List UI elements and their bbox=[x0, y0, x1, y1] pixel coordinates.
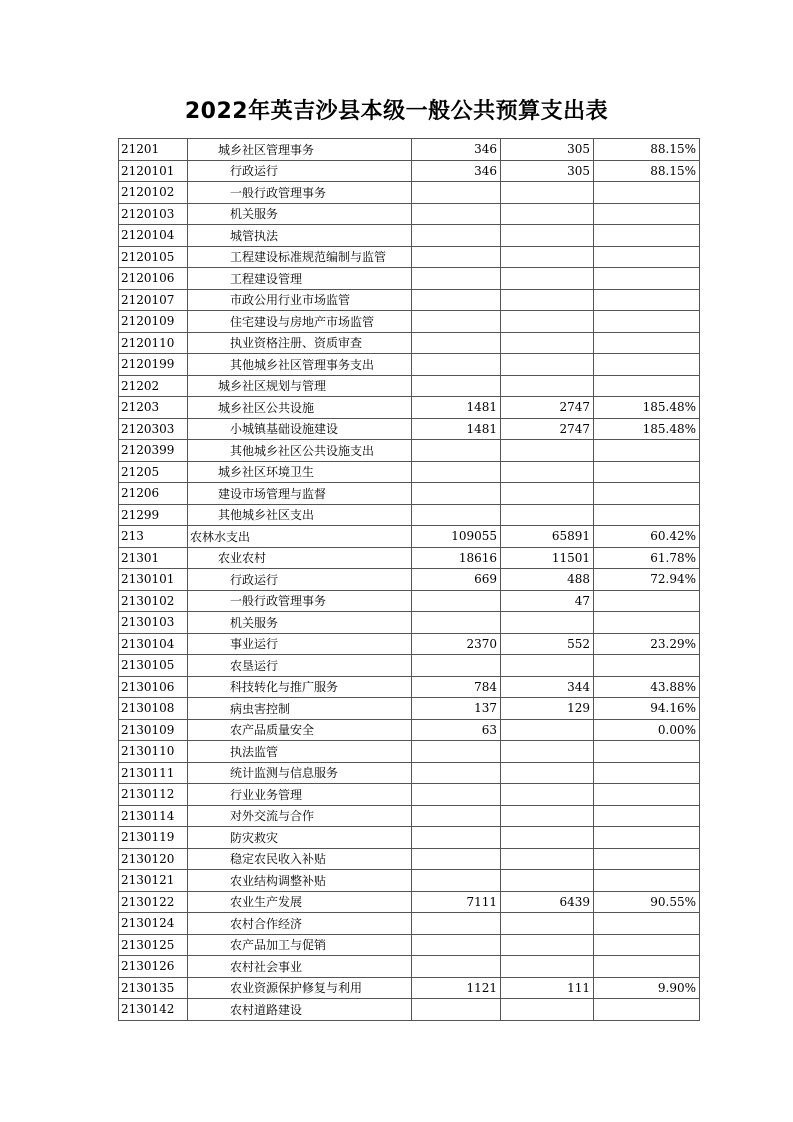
ratio-cell bbox=[594, 461, 700, 483]
subject-code-cell: 2120107 bbox=[119, 289, 188, 311]
subject-name-cell: 建设市场管理与监督 bbox=[188, 483, 412, 505]
subject-code-cell: 2130108 bbox=[119, 698, 188, 720]
ratio-cell bbox=[594, 483, 700, 505]
subject-name-cell: 统计监测与信息服务 bbox=[188, 762, 412, 784]
ratio-cell bbox=[594, 311, 700, 333]
actual-value-cell bbox=[501, 332, 594, 354]
table-row bbox=[119, 225, 700, 247]
actual-value-cell: 344 bbox=[501, 676, 594, 698]
ratio-cell bbox=[594, 225, 700, 247]
actual-value-cell bbox=[501, 289, 594, 311]
subject-code-cell: 2120110 bbox=[119, 332, 188, 354]
table-row bbox=[119, 268, 700, 290]
subject-code-cell: 21202 bbox=[119, 375, 188, 397]
actual-value-cell: 2747 bbox=[501, 397, 594, 419]
subject-name-cell: 行政运行 bbox=[188, 160, 412, 182]
subject-name-cell: 农村合作经济 bbox=[188, 913, 412, 935]
actual-value-cell: 65891 bbox=[501, 526, 594, 548]
subject-name-cell: 城管执法 bbox=[188, 225, 412, 247]
table-row bbox=[119, 848, 700, 870]
actual-value-cell bbox=[501, 848, 594, 870]
ratio-cell bbox=[594, 784, 700, 806]
actual-value-cell bbox=[501, 827, 594, 849]
table-row bbox=[119, 418, 700, 440]
subject-code-cell: 21299 bbox=[119, 504, 188, 526]
budget-value-cell: 346 bbox=[412, 139, 501, 161]
actual-value-cell bbox=[501, 246, 594, 268]
actual-value-cell bbox=[501, 999, 594, 1021]
subject-code-cell: 2130111 bbox=[119, 762, 188, 784]
table-row bbox=[119, 354, 700, 376]
subject-name-cell: 农业农村 bbox=[188, 547, 412, 569]
actual-value-cell bbox=[501, 461, 594, 483]
table-row bbox=[119, 504, 700, 526]
subject-name-cell: 农业结构调整补贴 bbox=[188, 870, 412, 892]
table-row bbox=[119, 870, 700, 892]
budget-value-cell bbox=[412, 827, 501, 849]
budget-value-cell bbox=[412, 870, 501, 892]
subject-code-cell: 213 bbox=[119, 526, 188, 548]
table-row bbox=[119, 590, 700, 612]
subject-name-cell: 工程建设标准规范编制与监管 bbox=[188, 246, 412, 268]
table-row bbox=[119, 461, 700, 483]
budget-value-cell bbox=[412, 311, 501, 333]
ratio-cell: 0.00% bbox=[594, 719, 700, 741]
table-row bbox=[119, 483, 700, 505]
ratio-cell bbox=[594, 999, 700, 1021]
table-row bbox=[119, 655, 700, 677]
actual-value-cell: 552 bbox=[501, 633, 594, 655]
subject-name-cell: 工程建设管理 bbox=[188, 268, 412, 290]
subject-code-cell: 2120101 bbox=[119, 160, 188, 182]
budget-value-cell bbox=[412, 956, 501, 978]
actual-value-cell bbox=[501, 354, 594, 376]
table-row bbox=[119, 289, 700, 311]
subject-code-cell: 21201 bbox=[119, 139, 188, 161]
subject-name-cell: 城乡社区规划与管理 bbox=[188, 375, 412, 397]
budget-value-cell bbox=[412, 375, 501, 397]
budget-value-cell bbox=[412, 999, 501, 1021]
subject-name-cell: 行业业务管理 bbox=[188, 784, 412, 806]
actual-value-cell bbox=[501, 203, 594, 225]
subject-name-cell: 城乡社区管理事务 bbox=[188, 139, 412, 161]
subject-name-cell: 小城镇基础设施建设 bbox=[188, 418, 412, 440]
subject-code-cell: 2130110 bbox=[119, 741, 188, 763]
subject-code-cell: 2130122 bbox=[119, 891, 188, 913]
table-row bbox=[119, 569, 700, 591]
budget-value-cell bbox=[412, 203, 501, 225]
budget-value-cell: 63 bbox=[412, 719, 501, 741]
subject-name-cell: 其他城乡社区公共设施支出 bbox=[188, 440, 412, 462]
subject-code-cell: 21206 bbox=[119, 483, 188, 505]
budget-value-cell bbox=[412, 612, 501, 634]
budget-value-cell: 2370 bbox=[412, 633, 501, 655]
ratio-cell: 9.90% bbox=[594, 977, 700, 999]
subject-name-cell: 农产品质量安全 bbox=[188, 719, 412, 741]
budget-value-cell: 346 bbox=[412, 160, 501, 182]
actual-value-cell bbox=[501, 784, 594, 806]
ratio-cell: 43.88% bbox=[594, 676, 700, 698]
ratio-cell bbox=[594, 504, 700, 526]
subject-name-cell: 对外交流与合作 bbox=[188, 805, 412, 827]
ratio-cell: 185.48% bbox=[594, 397, 700, 419]
budget-value-cell bbox=[412, 289, 501, 311]
ratio-cell: 94.16% bbox=[594, 698, 700, 720]
table-row bbox=[119, 440, 700, 462]
table-row bbox=[119, 676, 700, 698]
actual-value-cell: 111 bbox=[501, 977, 594, 999]
subject-code-cell: 2120102 bbox=[119, 182, 188, 204]
table-row bbox=[119, 375, 700, 397]
table-row bbox=[119, 203, 700, 225]
ratio-cell bbox=[594, 203, 700, 225]
subject-name-cell: 科技转化与推广服务 bbox=[188, 676, 412, 698]
ratio-cell bbox=[594, 354, 700, 376]
budget-value-cell: 1481 bbox=[412, 397, 501, 419]
actual-value-cell: 11501 bbox=[501, 547, 594, 569]
table-row bbox=[119, 547, 700, 569]
table-row bbox=[119, 719, 700, 741]
actual-value-cell bbox=[501, 870, 594, 892]
actual-value-cell bbox=[501, 504, 594, 526]
actual-value-cell bbox=[501, 483, 594, 505]
budget-value-cell: 7111 bbox=[412, 891, 501, 913]
table-row bbox=[119, 139, 700, 161]
table-row bbox=[119, 934, 700, 956]
budget-value-cell: 109055 bbox=[412, 526, 501, 548]
budget-value-cell bbox=[412, 461, 501, 483]
ratio-cell bbox=[594, 612, 700, 634]
subject-code-cell: 2130126 bbox=[119, 956, 188, 978]
subject-code-cell: 2130101 bbox=[119, 569, 188, 591]
budget-value-cell bbox=[412, 332, 501, 354]
subject-code-cell: 21203 bbox=[119, 397, 188, 419]
table-row bbox=[119, 182, 700, 204]
budget-value-cell bbox=[412, 268, 501, 290]
budget-value-cell bbox=[412, 182, 501, 204]
table-row bbox=[119, 741, 700, 763]
table-row bbox=[119, 977, 700, 999]
subject-name-cell: 农业生产发展 bbox=[188, 891, 412, 913]
actual-value-cell bbox=[501, 612, 594, 634]
ratio-cell: 185.48% bbox=[594, 418, 700, 440]
table-row bbox=[119, 526, 700, 548]
ratio-cell: 60.42% bbox=[594, 526, 700, 548]
budget-value-cell: 1481 bbox=[412, 418, 501, 440]
table-row bbox=[119, 311, 700, 333]
actual-value-cell bbox=[501, 719, 594, 741]
budget-value-cell: 669 bbox=[412, 569, 501, 591]
ratio-cell: 72.94% bbox=[594, 569, 700, 591]
budget-value-cell bbox=[412, 483, 501, 505]
actual-value-cell: 129 bbox=[501, 698, 594, 720]
ratio-cell bbox=[594, 246, 700, 268]
actual-value-cell: 6439 bbox=[501, 891, 594, 913]
subject-code-cell: 2120199 bbox=[119, 354, 188, 376]
subject-code-cell: 2130109 bbox=[119, 719, 188, 741]
subject-name-cell: 市政公用行业市场监管 bbox=[188, 289, 412, 311]
table-row bbox=[119, 612, 700, 634]
ratio-cell: 88.15% bbox=[594, 139, 700, 161]
budget-value-cell bbox=[412, 246, 501, 268]
ratio-cell bbox=[594, 289, 700, 311]
ratio-cell: 23.29% bbox=[594, 633, 700, 655]
ratio-cell: 88.15% bbox=[594, 160, 700, 182]
subject-name-cell: 一般行政管理事务 bbox=[188, 590, 412, 612]
ratio-cell bbox=[594, 870, 700, 892]
budget-value-cell bbox=[412, 504, 501, 526]
actual-value-cell bbox=[501, 655, 594, 677]
ratio-cell bbox=[594, 762, 700, 784]
subject-code-cell: 2130106 bbox=[119, 676, 188, 698]
actual-value-cell bbox=[501, 805, 594, 827]
subject-name-cell: 其他城乡社区管理事务支出 bbox=[188, 354, 412, 376]
subject-code-cell: 2130102 bbox=[119, 590, 188, 612]
table-row bbox=[119, 246, 700, 268]
ratio-cell bbox=[594, 913, 700, 935]
subject-code-cell: 21205 bbox=[119, 461, 188, 483]
subject-code-cell: 2130121 bbox=[119, 870, 188, 892]
subject-code-cell: 21301 bbox=[119, 547, 188, 569]
subject-name-cell: 农产品加工与促销 bbox=[188, 934, 412, 956]
subject-name-cell: 防灾救灾 bbox=[188, 827, 412, 849]
page-title: 2022年英吉沙县本级一般公共预算支出表 bbox=[184, 99, 609, 124]
subject-code-cell: 2120103 bbox=[119, 203, 188, 225]
actual-value-cell bbox=[501, 311, 594, 333]
subject-code-cell: 2130119 bbox=[119, 827, 188, 849]
budget-value-cell bbox=[412, 655, 501, 677]
subject-code-cell: 2120106 bbox=[119, 268, 188, 290]
subject-code-cell: 2130112 bbox=[119, 784, 188, 806]
table-row bbox=[119, 827, 700, 849]
table-row bbox=[119, 913, 700, 935]
subject-code-cell: 2130125 bbox=[119, 934, 188, 956]
subject-name-cell: 城乡社区环境卫生 bbox=[188, 461, 412, 483]
actual-value-cell bbox=[501, 934, 594, 956]
table-row bbox=[119, 762, 700, 784]
subject-name-cell: 农林水支出 bbox=[188, 526, 412, 548]
ratio-cell bbox=[594, 440, 700, 462]
subject-name-cell: 稳定农民收入补贴 bbox=[188, 848, 412, 870]
budget-value-cell bbox=[412, 590, 501, 612]
subject-name-cell: 农村社会事业 bbox=[188, 956, 412, 978]
actual-value-cell bbox=[501, 225, 594, 247]
subject-code-cell: 2120399 bbox=[119, 440, 188, 462]
ratio-cell: 61.78% bbox=[594, 547, 700, 569]
actual-value-cell bbox=[501, 375, 594, 397]
actual-value-cell: 305 bbox=[501, 160, 594, 182]
ratio-cell bbox=[594, 805, 700, 827]
subject-code-cell: 2130124 bbox=[119, 913, 188, 935]
actual-value-cell: 305 bbox=[501, 139, 594, 161]
subject-code-cell: 2120105 bbox=[119, 246, 188, 268]
subject-name-cell: 机关服务 bbox=[188, 612, 412, 634]
subject-code-cell: 2130105 bbox=[119, 655, 188, 677]
budget-value-cell bbox=[412, 741, 501, 763]
actual-value-cell bbox=[501, 268, 594, 290]
budget-value-cell bbox=[412, 440, 501, 462]
ratio-cell bbox=[594, 332, 700, 354]
budget-value-cell: 137 bbox=[412, 698, 501, 720]
ratio-cell bbox=[594, 848, 700, 870]
budget-table bbox=[118, 138, 700, 1021]
actual-value-cell bbox=[501, 762, 594, 784]
subject-name-cell: 住宅建设与房地产市场监管 bbox=[188, 311, 412, 333]
ratio-cell bbox=[594, 956, 700, 978]
budget-value-cell: 784 bbox=[412, 676, 501, 698]
budget-value-cell bbox=[412, 354, 501, 376]
table-row bbox=[119, 397, 700, 419]
subject-name-cell: 其他城乡社区支出 bbox=[188, 504, 412, 526]
table-row bbox=[119, 956, 700, 978]
budget-value-cell: 18616 bbox=[412, 547, 501, 569]
ratio-cell bbox=[594, 182, 700, 204]
budget-value-cell: 1121 bbox=[412, 977, 501, 999]
actual-value-cell bbox=[501, 741, 594, 763]
subject-name-cell: 农垦运行 bbox=[188, 655, 412, 677]
ratio-cell bbox=[594, 655, 700, 677]
actual-value-cell bbox=[501, 913, 594, 935]
actual-value-cell: 47 bbox=[501, 590, 594, 612]
subject-code-cell: 2130135 bbox=[119, 977, 188, 999]
subject-code-cell: 2120109 bbox=[119, 311, 188, 333]
table-row bbox=[119, 633, 700, 655]
budget-table-body bbox=[119, 139, 700, 1021]
subject-name-cell: 农村道路建设 bbox=[188, 999, 412, 1021]
ratio-cell bbox=[594, 590, 700, 612]
actual-value-cell bbox=[501, 956, 594, 978]
budget-value-cell bbox=[412, 784, 501, 806]
actual-value-cell bbox=[501, 440, 594, 462]
subject-name-cell: 事业运行 bbox=[188, 633, 412, 655]
budget-value-cell bbox=[412, 934, 501, 956]
subject-name-cell: 一般行政管理事务 bbox=[188, 182, 412, 204]
budget-value-cell bbox=[412, 762, 501, 784]
ratio-cell bbox=[594, 934, 700, 956]
subject-name-cell: 执法监管 bbox=[188, 741, 412, 763]
table-row bbox=[119, 999, 700, 1021]
budget-value-cell bbox=[412, 805, 501, 827]
subject-name-cell: 机关服务 bbox=[188, 203, 412, 225]
subject-name-cell: 病虫害控制 bbox=[188, 698, 412, 720]
table-row bbox=[119, 332, 700, 354]
subject-code-cell: 2130104 bbox=[119, 633, 188, 655]
table-row bbox=[119, 698, 700, 720]
table-row bbox=[119, 160, 700, 182]
subject-name-cell: 农业资源保护修复与利用 bbox=[188, 977, 412, 999]
subject-name-cell: 城乡社区公共设施 bbox=[188, 397, 412, 419]
budget-value-cell bbox=[412, 848, 501, 870]
subject-code-cell: 2120104 bbox=[119, 225, 188, 247]
ratio-cell bbox=[594, 741, 700, 763]
subject-code-cell: 2130142 bbox=[119, 999, 188, 1021]
ratio-cell bbox=[594, 268, 700, 290]
subject-code-cell: 2130103 bbox=[119, 612, 188, 634]
table-row bbox=[119, 891, 700, 913]
ratio-cell bbox=[594, 375, 700, 397]
table-row bbox=[119, 784, 700, 806]
budget-value-cell bbox=[412, 225, 501, 247]
ratio-cell bbox=[594, 827, 700, 849]
subject-name-cell: 行政运行 bbox=[188, 569, 412, 591]
actual-value-cell: 2747 bbox=[501, 418, 594, 440]
budget-value-cell bbox=[412, 913, 501, 935]
actual-value-cell: 488 bbox=[501, 569, 594, 591]
ratio-cell: 90.55% bbox=[594, 891, 700, 913]
subject-code-cell: 2130120 bbox=[119, 848, 188, 870]
subject-name-cell: 执业资格注册、资质审查 bbox=[188, 332, 412, 354]
subject-code-cell: 2130114 bbox=[119, 805, 188, 827]
actual-value-cell bbox=[501, 182, 594, 204]
table-row bbox=[119, 805, 700, 827]
subject-code-cell: 2120303 bbox=[119, 418, 188, 440]
